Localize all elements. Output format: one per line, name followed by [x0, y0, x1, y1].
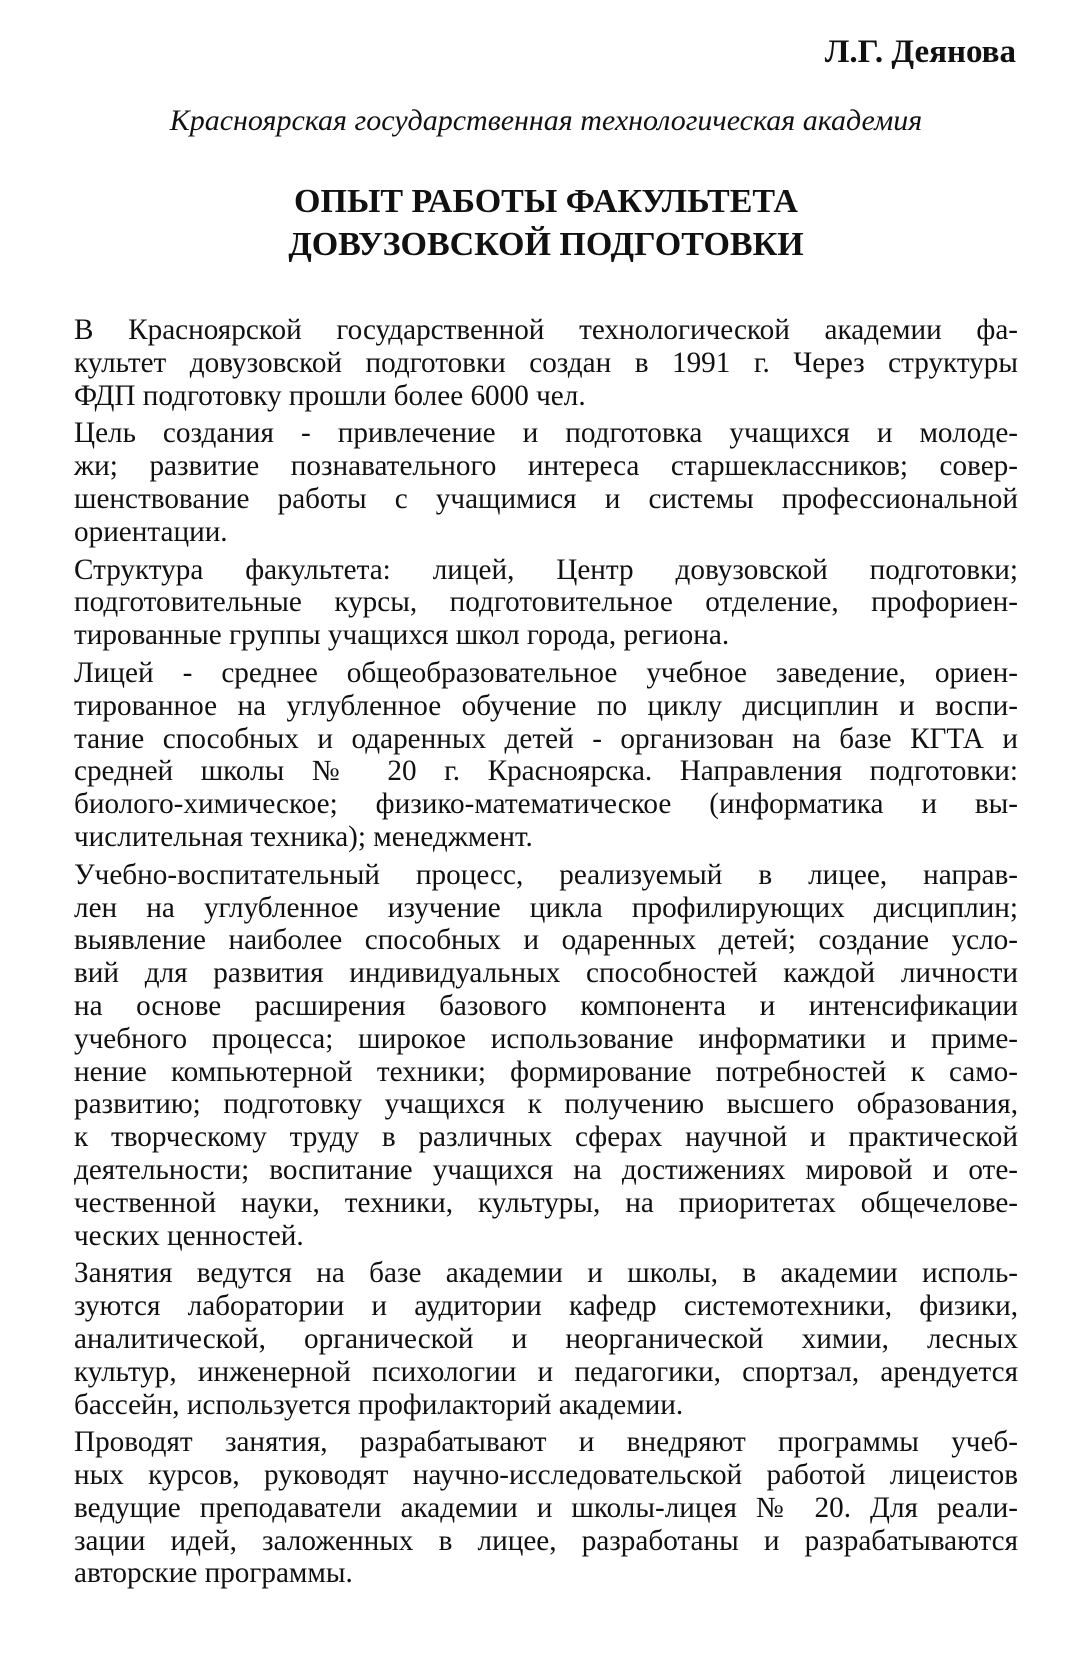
- text-line: Учебно-воспитательный процесс, реализуемый в лицее, направ-: [74, 858, 1018, 891]
- body-paragraph: [74, 314, 1018, 412]
- text-line: тированные группы учащихся школ города, региона.: [74, 619, 730, 652]
- text-line: аналитической, органической и неорганической химии, лесных: [74, 1322, 1018, 1355]
- text-line: учебного процесса; широкое использование информатики и приме-: [74, 1022, 1018, 1055]
- text-line: ориентации.: [74, 515, 228, 548]
- text-line: Проводят занятия, разрабатывают и внедряют программы учеб-: [74, 1426, 1018, 1459]
- text-line: средней школы № 20 г. Красноярска. Направления подготовки:: [74, 755, 1018, 788]
- body-paragraph: [74, 554, 1018, 652]
- text-line: ведущие преподаватели академии и школы-лицея № 20. Для реали-: [74, 1491, 1018, 1524]
- text-line: нение компьютерной техники; формирование потребностей к само-: [74, 1055, 1018, 1088]
- body-paragraph: [74, 657, 1018, 854]
- text-line: бассейн, используется профилакторий академии.: [74, 1388, 684, 1421]
- text-line: на основе расширения базового компонента и интенсификации: [74, 989, 1018, 1022]
- text-line: тание способных и одаренных детей - организован на базе КГТА и: [74, 722, 1018, 755]
- text-line: ческих ценностей.: [74, 1219, 304, 1252]
- text-line: лен на углубленное изучение цикла профилирующих дисциплин;: [74, 891, 1018, 924]
- text-line: зуются лаборатории и аудитории кафедр системотехники, физики,: [74, 1290, 1018, 1323]
- text-line: подготовительные курсы, подготовительное отделение, профориен-: [74, 586, 1018, 619]
- text-line: Цель создания - привлечение и подготовка учащихся и молоде-: [74, 417, 1018, 450]
- body-paragraph: [74, 1426, 1018, 1590]
- text-line: ФДП подготовку прошли более 6000 чел.: [74, 379, 586, 412]
- body-paragraph: [74, 1257, 1018, 1421]
- text-line: биолого-химическое; физико-математическое (информатика и вы-: [74, 788, 1018, 821]
- text-line: тированное на углубленное обучение по циклу дисциплин и воспи-: [74, 689, 1018, 722]
- text-line: жи; развитие познавательного интереса старшеклассников; совер-: [74, 450, 1018, 483]
- text-line: зации идей, заложенных в лицее, разработаны и разрабатываются: [74, 1524, 1018, 1557]
- text-line: ных курсов, руководят научно-исследовательской работой лицеистов: [74, 1459, 1018, 1492]
- text-line: культет довузовской подготовки создан в 1991 г. Через структуры: [74, 346, 1018, 379]
- article-body: [74, 314, 1018, 1590]
- text-line: числительная техника); менеджмент.: [74, 820, 533, 853]
- text-line: шенствование работы с учащимися и системы профессиональной: [74, 482, 1018, 515]
- article-title: [74, 180, 1018, 266]
- article-title-line: ДОВУЗОВСКОЙ ПОДГОТОВКИ: [288, 226, 804, 263]
- text-line: деятельности; воспитание учащихся на достижениях мировой и оте-: [74, 1153, 1018, 1186]
- text-line: выявление наиболее способных и одаренных детей; создание усло-: [74, 924, 1018, 957]
- article-title-line: ОПЫТ РАБОТЫ ФАКУЛЬТЕТА: [294, 183, 798, 220]
- text-line: развитию; подготовку учащихся к получению высшего образования,: [74, 1088, 1018, 1121]
- body-paragraph: [74, 859, 1018, 1253]
- author-name: Л.Г. Деянова: [824, 34, 1016, 70]
- text-line: культур, инженерной психологии и педагогики, спортзал, арендуется: [74, 1355, 1018, 1388]
- text-line: к творческому труду в различных сферах научной и практической: [74, 1121, 1018, 1154]
- text-line: Лицей - среднее общеобразовательное учебное заведение, ориен-: [74, 656, 1018, 689]
- text-line: авторские программы.: [74, 1557, 353, 1590]
- body-paragraph: [74, 417, 1018, 548]
- author-affiliation: Красноярская государственная технологическая академия: [169, 104, 923, 137]
- text-line: Занятия ведутся на базе академии и школы, в академии исполь-: [74, 1257, 1018, 1290]
- text-line: вий для развития индивидуальных способностей каждой личности: [74, 957, 1018, 990]
- text-line: В Красноярской государственной технологической академии фа-: [74, 314, 1018, 346]
- text-line: Структура факультета: лицей, Центр довузовской подготовки;: [74, 553, 1018, 586]
- text-line: чественной науки, техники, культуры, на приоритетах общечелове-: [74, 1186, 1018, 1219]
